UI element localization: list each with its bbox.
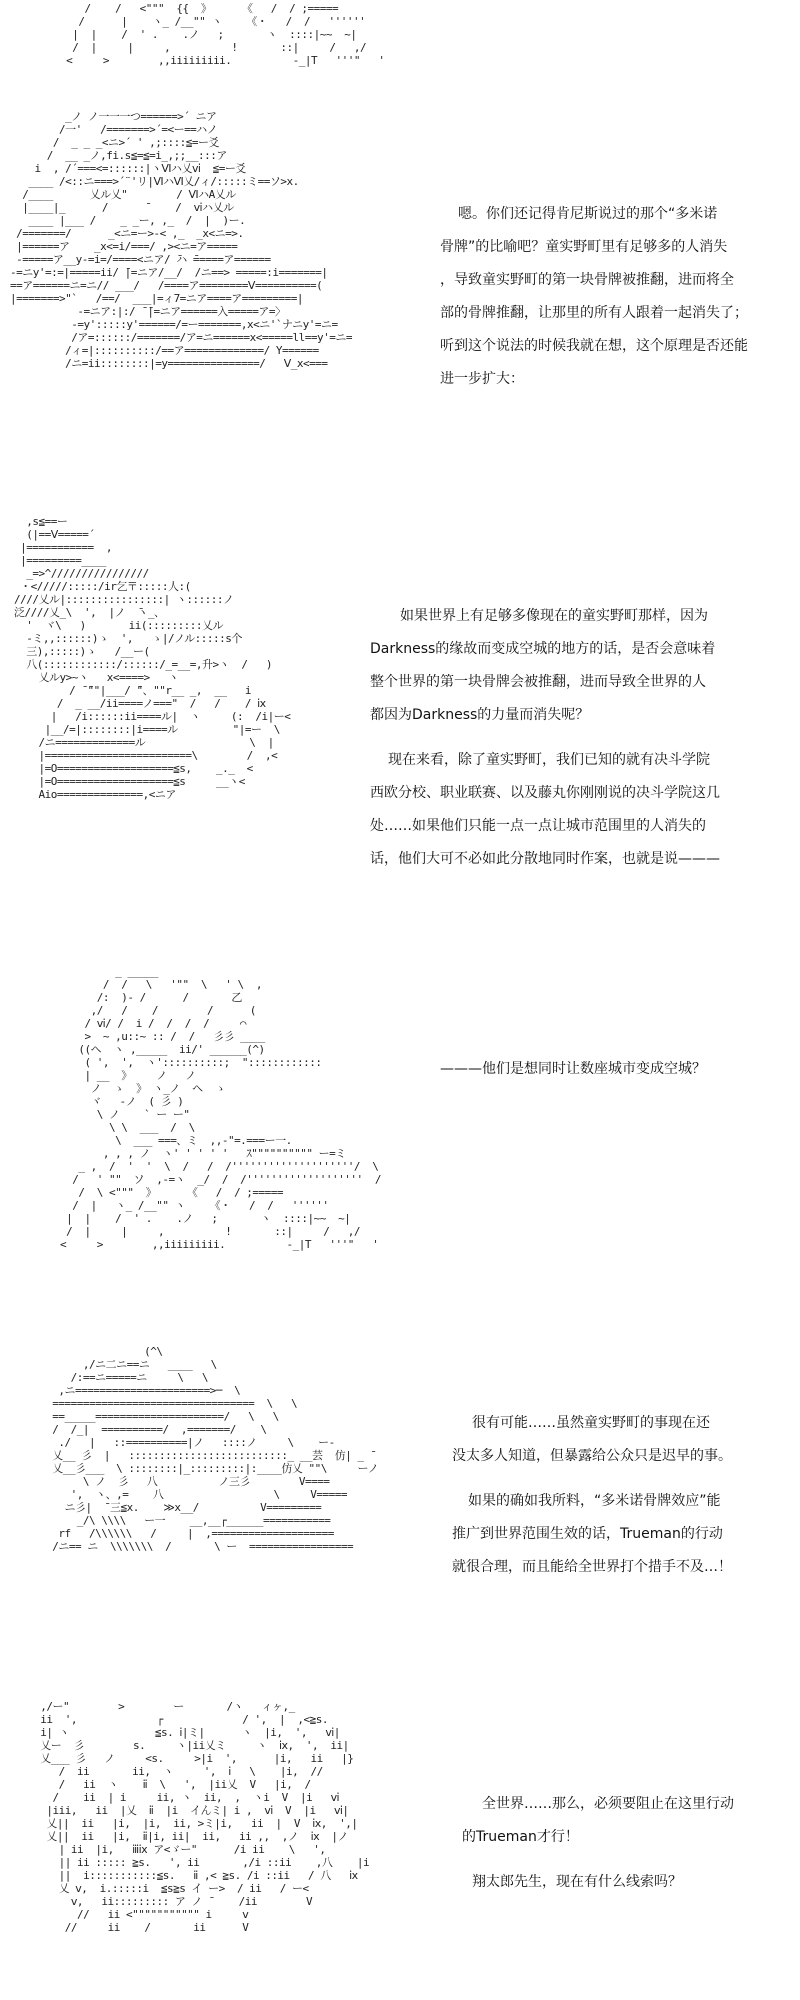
panel-domino-idea: [0, 110, 800, 490]
dialogue-block-5: [462, 1788, 797, 1899]
dialogue-line: 听到这个说法的时候我就在想，这个原理是否还能: [440, 338, 748, 354]
ascii-art-figure-3: _ _____ / / \ '"" \ ' \ , /: )- / / 乙 ,/ / / / ( / ⅵ/ / i / / / / ⌒ > ~ ,u::~ :: / / 彡彡 ____ ((ヘ ヽ ,_____ ii/' ______(^) ( ', ', ヽ'::::::::::; ":::::::::::: | __ 》 ノ ノ ノ ゝ 》 ヽ_ノ ヘ ゝ ヾ -ノ ( 彡 ) \ ノ ` ー ー" \ \ ___ / \ \ ___ ===、ミ ,,-"=.===ー一. , , , ノ ヽ' ' ' ' ' ｽ"""""""""" ー=ミ _ , / ' ' \ / / /''''''''''''''''''''/ \ / ' "" ソ ,-=ヽ _/ / /''''''''''''''''''' / / \ <""" 》 《 / / ;===== / | ヽ_ /__"" ヽ 《・ / / '''''' | | / ' . .ノ ; ヽ ::::|~~ ~| / | | , ! ::| / ,/ < > ,,iiiiiiiii. -_|T '''" ': [60, 965, 382, 1251]
dialogue-line: 话，他们大可不必如此分散地同时作案，也就是说———: [370, 851, 720, 867]
ascii-art-figure-5: ,/ー" > ー /ヽ ィヶ,_ ii ', ┌ / ', | ,<≧s. i| ヽ ≦s. ⅰ|ミ| ヽ |i, ', ⅵ| 乂ー 彡 s. ヽ|ii乂ミ ヽ ⅸ, ', ii| 乂___ 彡 ノ <s. >|i ', |i, ii |} / ii ii, ヽ ', ⅰ \ |i, // / ii ヽ ⅱ \ ', |ii乂 V |i, / / ii | i ii, ヽ ii, , ヽi V |i ⅵ |iii, ii |乂 ⅱ |i イんミ| i , ⅵ V |i ⅵ| 乂|| ii |i, |i, ii, >ミ|i, ii | V ⅸ, ',| 乂|| ii |i, ⅱ|i, ii| ii, ii ,, ,ノ ⅸ |ノ | ii |i, ⅲⅸ ア<ゞー" /i ii \ ', || ii ::::: ≧s. ', ii ,/i ::ii ,八 |i || i:::::::::::≦s. ⅱ ,< ≧s. /i ::ii / 八 ⅸ 乂 ⅴ, i.:::::i ≦s≧s イ ー> / ii / ー< ⅴ, ii::::::::: ア ノ ̄ /ii V // ii <""""""""""" i ⅴ // ii / ii V: [40, 1700, 370, 1934]
ascii-art-figure-4: (^\ ,/ニ二ニ==ニ ____ \ /:==ニ=====ニ \ \ ,ニ======================>─ \ ================================= \ \ ==_____=====================/ \ \ / /_| ==========/ ,=======/ \ ./ | ::==========|ノ ::::ノ \ ー- 乂__ 彡 | ::::::::::::::::::::::::::_ __芸 仿| _ ̄ 乂__彡___ \ ::::::::|_:::::::::|:____仿乂 ""\ ーノ \ ノ 彡 八 ノ三彡 V==== ', ヽ、,= 八 \ V===== ニ彡| ̄ 三≦x. ≫x__/ V========= _/\ \\\\ ー一 __,__┌______=========== rf /\\\\\\ / | ,==================== /ニ== ニ \\\\\\\ / \ ー =================: [52, 1345, 379, 1553]
dialogue-line: ，导致童实野町的第一块骨牌被推翻，进而将全: [440, 272, 734, 288]
dialogue-line: Darkness的缘故而变成空城的地方的话，是否会意味着: [370, 641, 716, 657]
dialogue-line: 翔太郎先生，现在有什么线索吗？: [472, 1874, 682, 1890]
dialogue-line: 西欧分校、职业联赛、以及藤丸你刚刚说的决斗学院这几: [370, 785, 720, 801]
dialogue-line: 没太多人知道，但暴露给公众只是迟早的事。: [452, 1448, 732, 1464]
dialogue-line: 就很合理，而且能给全世界打个措手不及…！: [452, 1559, 732, 1575]
dialogue-line: 都因为Darkness的力量而消失呢？: [370, 707, 590, 723]
panel-top-partial: [0, 0, 800, 90]
dialogue-line: ———他们是想同时让数座城市变成空城？: [440, 1061, 706, 1077]
dialogue-line: 处……如果他们只能一点一点让城市范围里的人消失的: [370, 818, 706, 834]
dialogue-block-3: [440, 1053, 795, 1086]
ascii-art-figure-1: _ノ ノ一一一つ======>´ ニア /一' /=======>´=<ー==ハノ / _ _ _<ニ>´ ' ,;::::≦=ー爻 / __ _ノ,fi.s≦=≦=i_,;;__:::ア i , /´===<=::::::|ヽⅥハ乂ⅵ ≦=ー爻 ____ /<::ニ===>´¨'リ|ⅥハⅥ乂/ィ/:::::ミ==ソ>x. /____ 乂ル乂" / ⅥハA乂ル |____|_ / ̄ / ⅵハ乂ル ____ |___ / _ _ー, ,_ / | )ー. /=======/ _<ニ=ー>-< ,_ _x<ニ=>. |======ア _x<=i/===/ ,><ニ=ア===== -=====ア__y-=i=/====<ニア/ ̄ハ ̄=====ア====== -=ニy'=:=|=====ii/ ̄|=ニア/__/ /ニ==> =====:i=======| ==ア======ニ=ニ// ___/ /====ア========Ⅴ==========( |=======>"` /==/ ___|=ィ7=ニア====ア=========| -=ニア:|:/ ̄ ̄|=ニア======入=====ア=〉 -=y':::::y'======/=ー=======,x<ニ'`ナニy'=ニ= /ア=::::::/=======/ア=ニ======x<=====ll==y'=ニ= /ィ=|::::::::::/==ア=============/ Y====== /ニ=ii::::::::|=y===============/ Ⅴ_x<===: [10, 110, 353, 370]
dialogue-line: 的Trueman才行！: [462, 1829, 579, 1845]
panel-darkness-question: [0, 515, 800, 945]
dialogue-block-4: [452, 1407, 797, 1584]
dialogue-line: 现在来看，除了童实野町，我们已知的就有决斗学院: [388, 752, 710, 768]
ascii-art-figure-2: ,s≦==ー (|==Ⅴ=====´ |=========== , |=========____ _=>^//////////////// ・</////:::::/ir乞〒:::::人:( ////乂ル|::::::::::::::::| ヽ::::::ノ 泛////乂_\ ', |ノ ̄ヽ_、 ' ヾ\ ) ii(:::::::::乂ル -ミ,,::::::)ゝ ', ゝ|/ノル:::::s个 三),:::::)ゝ /__ー( 八(::::::::::::/::::::/_=__=,升>ヽ / ) 乂ルy>~ヽ x<====> ヽ / ̄ ̄""|___/ ̄"、""r__ _, __ i / _ __/ii====ノ===" / / / ⅸ | /i::::::ii====ル| ヽ (: /i|ー< |__/=|::::::::|i====ル "|=ー \ /ニ=============ル \ | |========================\ / ,< |=O===================≦s, _._ < |=O===================≦s __ヽ< Aio==============,<ニア: [14, 515, 291, 801]
dialogue-line: 如果的确如我所料，“多米诺骨牌效应”能: [468, 1493, 721, 1509]
ascii-art-legs: / / <""" {{ 》 《 / / ;===== / | ヽ_ /__"" ヽ 《・ / / '''''' | | / ' . .ノ ; ヽ ::::|~~ ~| / | | , ! ::| / ,/ < > ,,iiiiiiiii. -_|T '''" ': [66, 2, 385, 67]
dialogue-block-2: [370, 600, 795, 876]
dialogue-line: 骨牌”的比喻吧？童实野町里有足够多的人消失: [440, 239, 728, 255]
dialogue-line: 整个世界的第一块骨牌会被推翻，进而导致全世界的人: [370, 674, 706, 690]
dialogue-line: 进一步扩大：: [440, 371, 524, 387]
dialogue-block-1: [440, 198, 795, 396]
panel-trueman-plan: [0, 1345, 800, 1655]
dialogue-line: 嗯。你们还记得肯尼斯说过的那个“多米诺: [458, 206, 718, 222]
dialogue-line: 部的骨牌推翻，让那里的所有人跟着一起消失了；: [440, 305, 748, 321]
dialogue-line: 全世界……那么，必须要阻止在这里行动: [482, 1796, 734, 1812]
dialogue-line: 推广到世界范围生效的话，Trueman的行动: [452, 1526, 723, 1542]
panel-stop-trueman: [0, 1700, 800, 2000]
panel-multiple-cities: [0, 965, 800, 1315]
dialogue-line: 很有可能……虽然童实野町的事现在还: [472, 1415, 710, 1431]
dialogue-line: 如果世界上有足够多像现在的童实野町那样，因为: [400, 608, 708, 624]
